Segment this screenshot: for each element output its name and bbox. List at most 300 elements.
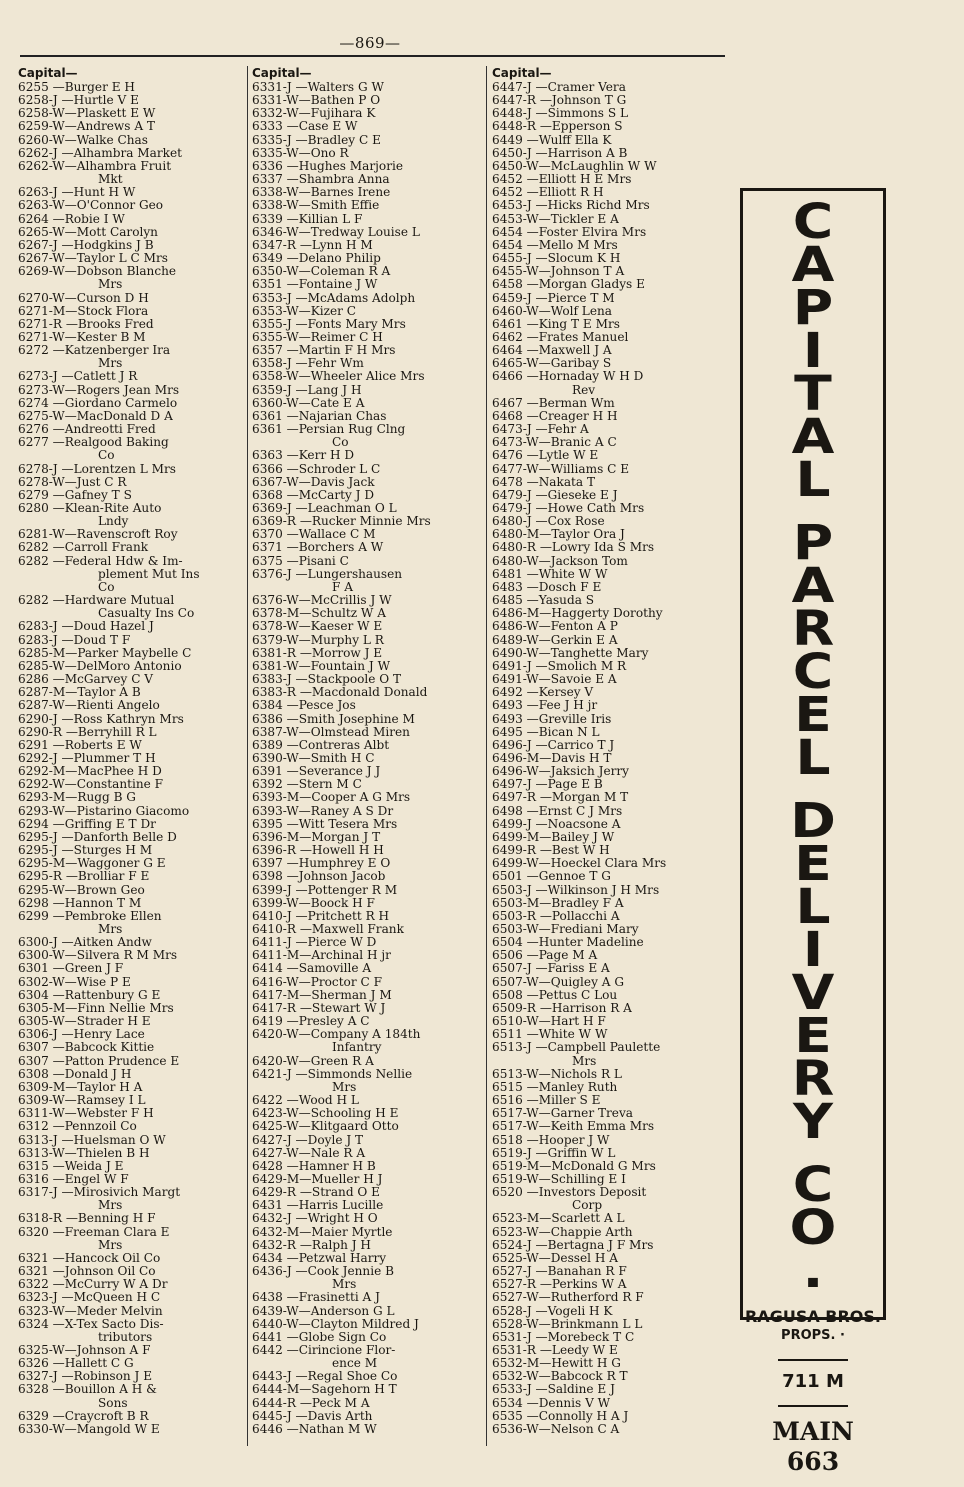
directory-entry: 6273-W—Rogers Jean Mrs	[18, 383, 180, 397]
directory-entry: 6503-M—Bradley F A	[492, 896, 624, 910]
directory-entry: 6480-J —Cox Rose	[492, 515, 605, 529]
directory-entry: 6258-W—Plaskett E W	[18, 107, 156, 121]
ad-title	[743, 191, 883, 1299]
directory-entry: 6300-W—Silvera R M Mrs	[18, 949, 178, 963]
directory-entry: 6369-R —Rucker Minnie Mrs	[252, 515, 431, 529]
directory-entry: 6499-J —Noacsone A	[492, 817, 621, 831]
ad-letter: C	[792, 194, 834, 250]
directory-entry: 6353-J —McAdams Adolph	[252, 291, 416, 305]
directory-entry: 6278-J —Lorentzen L Mrs	[18, 462, 176, 476]
directory-entry: 6313-J —Huelsman O W	[18, 1133, 166, 1147]
directory-entry: 6295-R —Brolliar F E	[18, 870, 150, 884]
directory-entry: 6527-J —Banahan R F	[492, 1265, 627, 1279]
directory-entry: 6275-W—MacDonald D A	[18, 409, 173, 423]
directory-entry: 6274 —Giordano Carmelo	[18, 396, 178, 410]
directory-entry: 6370 —Wallace C M	[252, 528, 376, 542]
directory-entry: 6436-J —Cook Jennie B	[252, 1265, 394, 1279]
directory-entry: 6513-W—Nichols R L	[492, 1067, 622, 1081]
directory-entry: 6350-W—Coleman R A	[252, 265, 391, 279]
directory-entry: 6328 —Bouillon A H &	[18, 1383, 157, 1397]
ad-letter: C	[792, 644, 834, 700]
directory-entry: 6304 —Rattenbury G E	[18, 988, 161, 1002]
directory-entry: 6485 —Yasuda S	[492, 594, 595, 608]
directory-entry: 6272 —Katzenberger Ira	[18, 344, 171, 358]
ad-letter: L	[795, 452, 831, 508]
directory-entry: 6473-W—Branic A C	[492, 436, 617, 450]
directory-entry: 6427-J —Doyle J T	[252, 1133, 364, 1147]
directory-entry: 6293-M—Rugg B G	[18, 791, 136, 805]
directory-entry: 6265-W—Mott Carolyn	[18, 225, 158, 239]
directory-entry: 6523-M—Scarlett A L	[492, 1212, 625, 1226]
directory-entry: 6267-W—Taylor L C Mrs	[18, 252, 169, 266]
directory-entry: 6305-W—Strader H E	[18, 1015, 151, 1029]
directory-entry: 6264 —Robie I W	[18, 212, 125, 226]
directory-entry: 6323-W—Meder Melvin	[18, 1304, 163, 1318]
directory-entry: 6338-W—Barnes Irene	[252, 186, 391, 200]
directory-entry: 6282 —Hardware Mutual	[18, 594, 175, 608]
directory-entry: 6448-R —Epperson S	[492, 120, 623, 134]
directory-entry: 6369-J —Leachman O L	[252, 502, 397, 515]
directory-entry: 6301 —Green J F	[18, 962, 124, 976]
directory-entry: 6448-J —Simmons S L	[492, 107, 629, 121]
directory-entry: 6283-J —Doud Hazel J	[18, 620, 154, 634]
directory-entry: Co	[98, 580, 115, 594]
directory-entry: 6277 —Realgood Baking	[18, 436, 169, 450]
directory-entry: 6446 —Nathan M W	[252, 1422, 377, 1436]
directory-entry: 6421-J —Simmonds Nellie	[252, 1067, 413, 1081]
directory-entry: 6285-M—Parker Maybelle C	[18, 646, 192, 660]
ad-props-line1: RAGUSA BROS.	[744, 1307, 882, 1326]
directory-entry: 6432-M—Maier Myrtle	[252, 1225, 393, 1239]
column-heading: Capital—	[18, 66, 78, 80]
directory-entry: 6425-W—Klitgaard Otto	[252, 1120, 399, 1134]
directory-entry: 6346-W—Tredway Louise L	[252, 225, 420, 239]
directory-entry: 6459-J —Pierce T M	[492, 291, 615, 305]
directory-entry: 6336 —Hughes Marjorie	[252, 159, 404, 173]
directory-entry: 6479-J —Howe Cath Mrs	[492, 502, 645, 515]
directory-entry: 6378-M—Schultz W A	[252, 607, 386, 621]
directory-entry: 6439-W—Anderson G L	[252, 1304, 395, 1318]
directory-entry: 6427-W—Nale R A	[252, 1146, 366, 1160]
directory-entry: 6432-R —Ralph J H	[252, 1238, 371, 1252]
directory-entry: 6260-W—Walke Chas	[18, 133, 148, 147]
directory-entry: 6480-W—Jackson Tom	[492, 554, 628, 568]
directory-entry: 6371 —Borchers A W	[252, 541, 384, 555]
directory-entry: 6481 —White W W	[492, 567, 608, 581]
directory-entry: 6450-W—McLaughlin W W	[492, 159, 657, 173]
directory-entry: Mrs	[98, 278, 123, 292]
directory-entry: 6367-W—Davis Jack	[252, 475, 375, 489]
directory-entry: Casualty Ins Co	[98, 607, 195, 621]
directory-entry: 6292-M—MacPhee H D	[18, 765, 162, 779]
directory-entry: Mrs	[98, 1199, 123, 1213]
ad-letter: A	[791, 237, 835, 293]
directory-entry: 6399-J —Pottenger R M	[252, 883, 398, 897]
directory-entry: 6444-M—Sagehorn H T	[252, 1383, 397, 1397]
directory-entry: 6493 —Fee J H jr	[492, 699, 598, 713]
directory-entry: 6287-M—Taylor A B	[18, 686, 141, 700]
directory-entry: 6375 —Pisani C	[252, 554, 349, 568]
directory-entry: 6441 —Globe Sign Co	[252, 1330, 387, 1344]
directory-entry: 6267-J —Hodgkins J B	[18, 238, 154, 252]
directory-entry: 6278-W—Just C R	[18, 475, 127, 489]
directory-entry: 6454 —Foster Elvira Mrs	[492, 225, 647, 239]
directory-entry: 6255 —Burger E H	[18, 81, 135, 94]
directory-entry: 6335-W—Ono R	[252, 146, 349, 160]
directory-entry: Mrs	[332, 1080, 357, 1094]
directory-entry: 6523-W—Chappie Arth	[492, 1225, 633, 1239]
directory-entry: Mkt	[98, 173, 123, 187]
directory-entry: 6442 —Cirincione Flor-	[252, 1344, 396, 1357]
directory-entry: 6376-W—McCrillis J W	[252, 594, 392, 608]
directory-entry: 6358-J —Fehr Wm	[252, 357, 364, 371]
directory-entry: 6315 —Weida J E	[18, 1159, 124, 1173]
directory-entry: 6331-W—Bathen P O	[252, 94, 381, 108]
directory-entry: 6326 —Hallett C G	[18, 1357, 134, 1371]
directory-entry: 6290-R —Berryhill R L	[18, 725, 157, 739]
directory-entry: Co	[98, 449, 115, 463]
column-divider	[486, 66, 487, 1446]
ad-letter: Y	[793, 1094, 833, 1150]
directory-entry: 6393-M—Cooper A G Mrs	[252, 791, 411, 805]
directory-entry: 6327-J —Robinson J E	[18, 1370, 153, 1384]
directory-entry: Lndy	[98, 515, 129, 529]
ad-letter: P	[792, 280, 834, 336]
directory-entry: 6313-W—Thielen B H	[18, 1146, 150, 1160]
directory-entry: 6363 —Kerr H D	[252, 449, 355, 463]
directory-entry: 6366 —Schroder L C	[252, 462, 381, 476]
directory-entry: 6480-R —Lowry Ida S Mrs	[492, 541, 655, 555]
directory-entry: 6536-W—Nelson C A	[492, 1422, 620, 1436]
directory-entry: 6335-J —Bradley C E	[252, 133, 381, 147]
directory-entry: 6461 —King T E Mrs	[492, 317, 620, 331]
directory-entry: 6519-W—Schilling E I	[492, 1172, 626, 1186]
directory-entry: 6511 —White W W	[492, 1028, 608, 1042]
directory-entry: 6259-W—Andrews A T	[18, 120, 155, 134]
directory-entry: 6447-J —Cramer Vera	[492, 81, 626, 94]
directory-entry: 6447-R —Johnson T G	[492, 94, 627, 108]
directory-entry: 6535 —Connolly H A J	[492, 1409, 629, 1423]
directory-entry: Corp	[572, 1199, 603, 1213]
directory-entry: 6476 —Lytle W E	[492, 449, 599, 463]
directory-entry: 6517-W—Keith Emma Mrs	[492, 1120, 655, 1134]
ad-letter: E	[794, 687, 832, 743]
directory-entry: 6466 —Hornaday W H D	[492, 370, 644, 384]
ad-letter: T	[794, 366, 832, 422]
directory-entry: 6320 —Freeman Clara E	[18, 1225, 170, 1239]
ad-letter: A	[791, 558, 835, 614]
directory-entry: 6532-W—Babcock R T	[492, 1370, 628, 1384]
directory-entry: Mrs	[98, 357, 123, 371]
directory-entry: tributors	[98, 1330, 153, 1344]
directory-entry: 6503-J —Wilkinson J H Mrs	[492, 883, 660, 897]
page-number: —869—	[339, 34, 401, 52]
directory-entry: 6351 —Fontaine J W	[252, 278, 378, 292]
directory-entry: 6428 —Hamner H B	[252, 1159, 376, 1173]
directory-entry: 6378-W—Kaeser W E	[252, 620, 383, 634]
directory-entry: 6271-M—Stock Flora	[18, 304, 149, 318]
ad-divider	[778, 1359, 848, 1361]
directory-entry: 6330-W—Mangold W E	[18, 1422, 160, 1436]
directory-entry: 6519-M—McDonald G Mrs	[492, 1159, 656, 1173]
directory-entry: 6495 —Bican N L	[492, 725, 600, 739]
ad-letter: A	[791, 409, 835, 465]
directory-entry: 6307 —Babcock Kittie	[18, 1041, 155, 1055]
directory-entry: 6276 —Andreotti Fred	[18, 423, 156, 437]
directory-entry: 6283-J —Doud T F	[18, 633, 131, 647]
directory-entry: 6308 —Donald J H	[18, 1067, 132, 1081]
ad-letter: D	[790, 793, 836, 849]
ad-letter: O	[789, 1200, 837, 1256]
directory-entry: 6477-W—Williams C E	[492, 462, 630, 476]
directory-entry: 6355-J —Fonts Mary Mrs	[252, 317, 406, 331]
directory-entry: 6534 —Dennis V W	[492, 1396, 611, 1410]
ad-props-line2: PROPS. ·	[781, 1328, 845, 1343]
directory-entry: 6389 —Contreras Albt	[252, 738, 390, 752]
directory-entry: 6309-M—Taylor H A	[18, 1080, 143, 1094]
directory-entry: 6302-W—Wise P E	[18, 975, 131, 989]
ad-phone: MAIN 663	[772, 1417, 854, 1476]
directory-entry: 6360-W—Cate E A	[252, 396, 365, 410]
directory-entry: 6324 —X-Tex Sacto Dis-	[18, 1317, 164, 1331]
directory-entry: 6396-R —Howell H H	[252, 844, 384, 858]
directory-entry: 6414 —Samoville A	[252, 962, 372, 976]
directory-entry: 6440-W—Clayton Mildred J	[252, 1317, 419, 1331]
directory-entry: 6525-W—Dessel H A	[492, 1251, 618, 1265]
directory-entry: 6416-W—Proctor C F	[252, 975, 382, 989]
column-1	[18, 66, 243, 1436]
directory-entry: 6429-R —Strand O E	[252, 1186, 381, 1200]
directory-entry: 6307 —Patton Prudence E	[18, 1054, 180, 1068]
directory-entry: Rev	[572, 383, 596, 397]
directory-entry: 6493 —Greville Iris	[492, 712, 612, 726]
ad-letter: C	[792, 1157, 834, 1213]
directory-entry: 6420-W—Company A 184th	[252, 1028, 421, 1042]
directory-entry: 6490-W—Tanghette Mary	[492, 646, 649, 660]
directory-entry: 6383-R —Macdonald Donald	[252, 686, 428, 700]
directory-entry: 6294 —Griffing E T Dr	[18, 817, 156, 831]
directory-entry: 6317-J —Mirosivich Margt	[18, 1186, 181, 1200]
directory-entry: 6489-W—Gerkin E A	[492, 633, 618, 647]
directory-entry: 6305-M—Finn Nellie Mrs	[18, 1001, 174, 1015]
directory-entry: plement Mut Ins	[98, 567, 200, 581]
directory-entry: 6496-W—Jaksich Jerry	[492, 765, 629, 779]
directory-entry: Sons	[98, 1396, 128, 1410]
directory-entry: 6337 —Shambra Anna	[252, 173, 390, 187]
directory-entry: 6417-R —Stewart W J	[252, 1001, 386, 1015]
directory-entry: 6262-W—Alhambra Fruit	[18, 159, 172, 173]
directory-entry: 6506 —Page M A	[492, 949, 598, 963]
directory-entry: 6290-J —Ross Kathryn Mrs	[18, 712, 184, 726]
directory-entry: 6287-W—Rienti Angelo	[18, 699, 160, 713]
directory-entry: 6386 —Smith Josephine M	[252, 712, 415, 726]
directory-entry: 6504 —Hunter Madeline	[492, 936, 644, 950]
directory-entry: 6452 —Elliott H E Mrs	[492, 173, 632, 187]
directory-entry: 6444-R —Peck M A	[252, 1396, 370, 1410]
directory-entry: 6321 —Hancock Oil Co	[18, 1251, 161, 1265]
directory-entry: 6299 —Pembroke Ellen	[18, 909, 162, 923]
directory-entry: 6368 —McCarty J D	[252, 488, 375, 502]
column-heading: Capital—	[492, 66, 552, 80]
directory-entry: 6438 —Frasinetti A J	[252, 1291, 380, 1305]
directory-entry: 6392 —Stern M C	[252, 778, 362, 792]
directory-entry: 6510-W—Hart H F	[492, 1015, 606, 1029]
top-rule	[20, 55, 725, 57]
directory-entry: 6468 —Creager H H	[492, 409, 618, 423]
directory-entry: 6480-M—Taylor Ora J	[492, 528, 625, 542]
directory-entry: 6452 —Elliott R H	[492, 186, 604, 200]
directory-entry: 6486-M—Haggerty Dorothy	[492, 607, 663, 621]
column-heading: Capital—	[252, 66, 312, 80]
directory-entry: 6467 —Berman Wm	[492, 396, 615, 410]
directory-entry: 6517-W—Garner Treva	[492, 1107, 633, 1121]
directory-entry: 6499-M—Bailey J W	[492, 830, 615, 844]
directory-entry: 6395 —Witt Tesera Mrs	[252, 817, 398, 831]
directory-entry: 6498 —Ernst C J Mrs	[492, 804, 623, 818]
directory-entry: 6443-J —Regal Shoe Co	[252, 1370, 398, 1384]
directory-entry: 6450-J —Harrison A B	[492, 146, 628, 160]
directory-entry: 6383-J —Stackpoole O T	[252, 673, 402, 687]
directory-entry: 6309-W—Ramsey I L	[18, 1094, 146, 1108]
directory-entry: 6431 —Harris Lucille	[252, 1199, 384, 1213]
directory-entry: 6279 —Gafney T S	[18, 488, 132, 502]
directory-entry: 6325-W—Johnson A F	[18, 1344, 151, 1357]
directory-entry: 6298 —Hannon T M	[18, 896, 142, 910]
directory-entry: 6496-J —Carrico T J	[492, 738, 615, 752]
directory-entry: 6454 —Mello M Mrs	[492, 238, 618, 252]
directory-entry: 6513-J —Campbell Paulette	[492, 1041, 661, 1055]
directory-entry: 6399-W—Boock H F	[252, 896, 375, 910]
directory-entry: 6455-J —Slocum K H	[492, 252, 621, 266]
ad-letter: L	[795, 879, 831, 935]
directory-entry: 6323-J —McQueen H C	[18, 1291, 161, 1305]
directory-entry: ence M	[332, 1357, 378, 1371]
directory-entry: 6285-W—DelMoro Antonio	[18, 659, 182, 673]
directory-entry: 6295-J —Sturges H M	[18, 844, 153, 858]
directory-entry: 6417-M—Sherman J M	[252, 988, 392, 1002]
ad-letter: P	[792, 515, 834, 571]
directory-entry: 6332-W—Fujihara K	[252, 107, 376, 121]
directory-entry: 6449 —Wulff Ella K	[492, 133, 612, 147]
directory-entry: 6410-R —Maxwell Frank	[252, 923, 404, 936]
directory-entry: 6349 —Delano Philip	[252, 252, 381, 266]
directory-entry: 6384 —Pesce Jos	[252, 699, 356, 713]
directory-entry: 6316 —Engel W F	[18, 1172, 129, 1186]
directory-entry: 6432-J —Wright H O	[252, 1212, 378, 1226]
directory-entry: 6491-J —Smolich M R	[492, 659, 627, 673]
directory-entry: 6358-W—Wheeler Alice Mrs	[252, 370, 425, 384]
directory-entry: 6531-R —Leedy W E	[492, 1344, 618, 1357]
directory-entry: 6445-J —Davis Arth	[252, 1409, 373, 1423]
directory-entry: 6286 —McGarvey C V	[18, 673, 154, 687]
directory-entry: 6464 —Maxwell J A	[492, 344, 612, 358]
directory-entry: 6393-W—Raney A S Dr	[252, 804, 394, 818]
directory-entry: 6411-J —Pierce W D	[252, 936, 377, 950]
directory-entry: 6503-W—Frediani Mary	[492, 923, 639, 936]
directory-entry: 6281-W—Ravenscroft Roy	[18, 528, 178, 542]
directory-entry: 6473-J —Fehr A	[492, 423, 589, 437]
ad-letter: L	[795, 730, 831, 786]
directory-entry: 6269-W—Dobson Blanche	[18, 265, 177, 279]
directory-entry: 6282 —Carroll Frank	[18, 541, 149, 555]
directory-entry: 6273-J —Catlett J R	[18, 370, 138, 384]
directory-entry: 6291 —Roberts E W	[18, 738, 142, 752]
directory-entry: 6263-J —Hunt H W	[18, 186, 136, 200]
directory-entry: 6280 —Klean-Rite Auto	[18, 502, 162, 515]
directory-entry: 6497-R —Morgan M T	[492, 791, 629, 805]
ad-letter: R	[791, 601, 835, 657]
directory-entry: 6507-J —Fariss E A	[492, 962, 610, 976]
directory-entry: 6479-J —Gieseke E J	[492, 488, 618, 502]
directory-entry: 6515 —Manley Ruth	[492, 1080, 618, 1094]
directory-entry: 6391 —Severance J J	[252, 765, 381, 779]
directory-entry: Infantry	[332, 1041, 382, 1055]
directory-entry: 6508 —Pettus C Lou	[492, 988, 618, 1002]
directory-entry: Mrs	[98, 923, 123, 936]
directory-entry: 6361 —Najarian Chas	[252, 409, 387, 423]
directory-entry: 6497-J —Page E B	[492, 778, 603, 792]
directory-entry: 6496-M—Davis H T	[492, 751, 612, 765]
directory-entry: 6347-R —Lynn H M	[252, 238, 373, 252]
column-2	[252, 66, 484, 1436]
directory-entry: 6312 —Pennzoil Co	[18, 1120, 137, 1134]
directory-entry: 6499-W—Hoeckel Clara Mrs	[492, 857, 667, 871]
directory-entry: 6518 —Hooper J W	[492, 1133, 610, 1147]
directory-entry: 6263-W—O'Connor Geo	[18, 199, 164, 213]
directory-entry: 6359-J —Lang J H	[252, 383, 362, 397]
ad-letter: V	[791, 965, 835, 1021]
directory-entry: 6321 —Johnson Oil Co	[18, 1265, 156, 1279]
column-3	[492, 66, 724, 1436]
directory-entry: 6300-J —Aitken Andw	[18, 936, 152, 950]
directory-entry: 6533-J —Saldine E J	[492, 1383, 615, 1397]
directory-entry: 6528-W—Brinkmann L L	[492, 1317, 643, 1331]
directory-entry: 6458 —Morgan Gladys E	[492, 278, 645, 292]
directory-entry: 6507-W—Quigley A G	[492, 975, 624, 989]
ad-address: 711 M	[782, 1371, 844, 1392]
directory-entry: 6282 —Federal Hdw & Im-	[18, 554, 183, 568]
capital-parcel-delivery-ad	[740, 188, 886, 1476]
directory-entry: 6357 —Martin F H Mrs	[252, 344, 396, 358]
directory-entry: 6292-J —Plummer T H	[18, 751, 156, 765]
directory-entry: 6520 —Investors Deposit	[492, 1186, 647, 1200]
ad-divider	[778, 1405, 848, 1407]
ad-letter: I	[802, 922, 824, 978]
directory-entry: Co	[332, 436, 349, 450]
directory-entry: 6322 —McCurry W A Dr	[18, 1278, 168, 1292]
column-divider	[247, 66, 248, 1446]
directory-entry: 6306-J —Henry Lace	[18, 1028, 145, 1042]
directory-entry: 6381-W—Fountain J W	[252, 659, 391, 673]
directory-entry: 6270-W—Curson D H	[18, 291, 149, 305]
directory-entry: 6453-W—Tickler E A	[492, 212, 619, 226]
directory-entry: 6434 —Petzwal Harry	[252, 1251, 387, 1265]
directory-entry: 6396-M—Morgan J T	[252, 830, 381, 844]
directory-entry: 6339 —Killian L F	[252, 212, 363, 226]
directory-entry: 6491-W—Savoie E A	[492, 673, 617, 687]
directory-entry: 6329 —Craycroft B R	[18, 1409, 149, 1423]
directory-entry: 6519-J —Griffin W L	[492, 1146, 616, 1160]
directory-entry: 6422 —Wood H L	[252, 1094, 359, 1108]
directory-entry: 6429-M—Mueller H J	[252, 1172, 383, 1186]
directory-entry: 6527-W—Rutherford R F	[492, 1291, 644, 1305]
directory-entry: 6295-W—Brown Geo	[18, 883, 145, 897]
directory-entry: 6262-J —Alhambra Market	[18, 146, 183, 160]
directory-entry: 6376-J —Lungershausen	[252, 567, 403, 581]
directory-entry: 6527-R —Perkins W A	[492, 1278, 627, 1292]
directory-entry: 6258-J —Hurtle V E	[18, 94, 139, 108]
directory-entry: 6528-J —Vogeli H K	[492, 1304, 613, 1318]
